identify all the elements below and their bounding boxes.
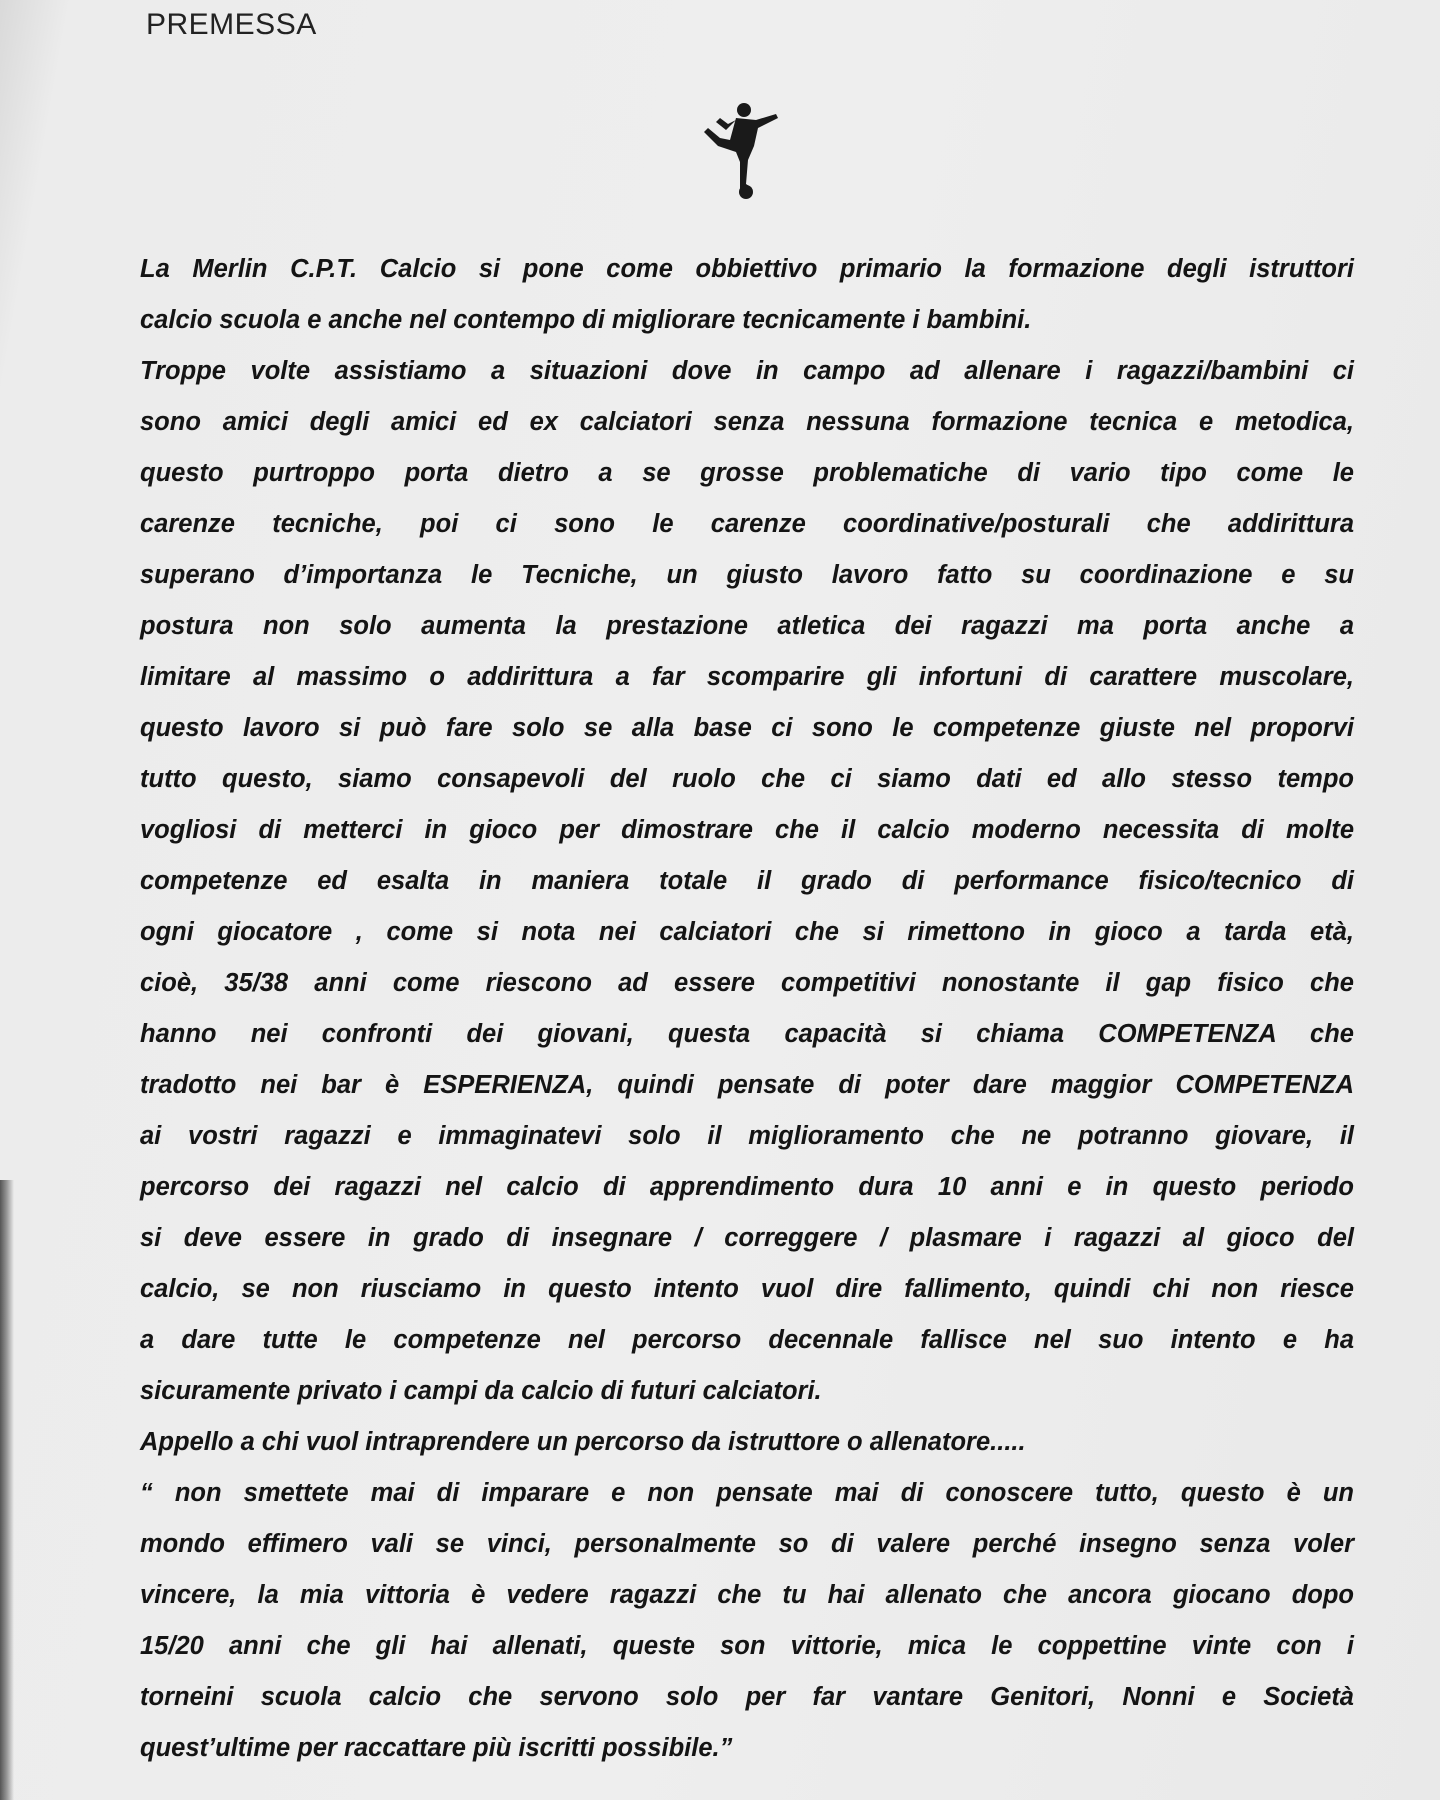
text-line: limitare al massimo o addirittura a far scomparire gli infortuni di carattere muscolare, xyxy=(140,663,1354,691)
text-line: sono amici degli amici ed ex calciatori senza nessuna formazione tecnica e metodica, xyxy=(140,408,1354,436)
text-line: si deve essere in grado di insegnare / correggere / plasmare i ragazzi al gioco del xyxy=(140,1224,1354,1252)
text-line: ogni giocatore , come si nota nei calciatori che si rimettono in gioco a tarda età, xyxy=(140,918,1354,946)
text-line: vogliosi di metterci in gioco per dimostrare che il calcio moderno necessita di molte xyxy=(140,816,1354,844)
text-line: mondo effimero vali se vinci, personalmente so di valere perché insegno senza voler xyxy=(140,1530,1354,1558)
text-line: a dare tutte le competenze nel percorso decennale fallisce nel suo intento e ha xyxy=(140,1326,1354,1354)
text-line: tradotto nei bar è ESPERIENZA, quindi pensate di poter dare maggior COMPETENZA xyxy=(140,1071,1354,1099)
text-line: 15/20 anni che gli hai allenati, queste son vittorie, mica le coppettine vinte con i xyxy=(140,1632,1354,1660)
document-heading: PREMESSA xyxy=(146,8,317,41)
text-line: calcio, se non riusciamo in questo intento vuol dire fallimento, quindi chi non riesce xyxy=(140,1275,1354,1303)
text-line: calcio scuola e anche nel contempo di migliorare tecnicamente i bambini. xyxy=(140,306,1032,334)
soccer-player-kicking-icon xyxy=(696,100,782,200)
text-line: La Merlin C.P.T. Calcio si pone come obbiettivo primario la formazione degli istruttori xyxy=(140,255,1354,283)
text-line: torneini scuola calcio che servono solo per far vantare Genitori, Nonni e Società xyxy=(140,1683,1354,1711)
text-line: questo purtroppo porta dietro a se grosse problematiche di vario tipo come le xyxy=(140,459,1354,487)
text-line: quest’ultime per raccattare più iscritti possibile.” xyxy=(140,1734,733,1762)
text-line: ai vostri ragazzi e immaginatevi solo il miglioramento che ne potranno giovare, il xyxy=(140,1122,1354,1150)
text-line: superano d’importanza le Tecniche, un giusto lavoro fatto su coordinazione e su xyxy=(140,561,1354,589)
text-line: postura non solo aumenta la prestazione atletica dei ragazzi ma porta anche a xyxy=(140,612,1354,640)
text-line: tutto questo, siamo consapevoli del ruolo che ci siamo dati ed allo stesso tempo xyxy=(140,765,1354,793)
page-shadow-edge xyxy=(0,1180,14,1800)
text-line: Troppe volte assistiamo a situazioni dove in campo ad allenare i ragazzi/bambini ci xyxy=(140,357,1354,385)
text-line: percorso dei ragazzi nel calcio di apprendimento dura 10 anni e in questo periodo xyxy=(140,1173,1354,1201)
text-line: sicuramente privato i campi da calcio di futuri calciatori. xyxy=(140,1377,822,1405)
document-body xyxy=(140,244,1354,1774)
text-line: Appello a chi vuol intraprendere un percorso da istruttore o allenatore..... xyxy=(140,1428,1026,1456)
text-line: questo lavoro si può fare solo se alla base ci sono le competenze giuste nel proporvi xyxy=(140,714,1354,742)
text-line: “ non smettete mai di imparare e non pensate mai di conoscere tutto, questo è un xyxy=(140,1479,1354,1507)
text-line: hanno nei confronti dei giovani, questa capacità si chiama COMPETENZA che xyxy=(140,1020,1354,1048)
text-line: competenze ed esalta in maniera totale il grado di performance fisico/tecnico di xyxy=(140,867,1354,895)
text-line: vincere, la mia vittoria è vedere ragazzi che tu hai allenato che ancora giocano dopo xyxy=(140,1581,1354,1609)
text-line: carenze tecniche, poi ci sono le carenze coordinative/posturali che addirittura xyxy=(140,510,1354,538)
text-line: cioè, 35/38 anni come riescono ad essere competitivi nonostante il gap fisico che xyxy=(140,969,1354,997)
